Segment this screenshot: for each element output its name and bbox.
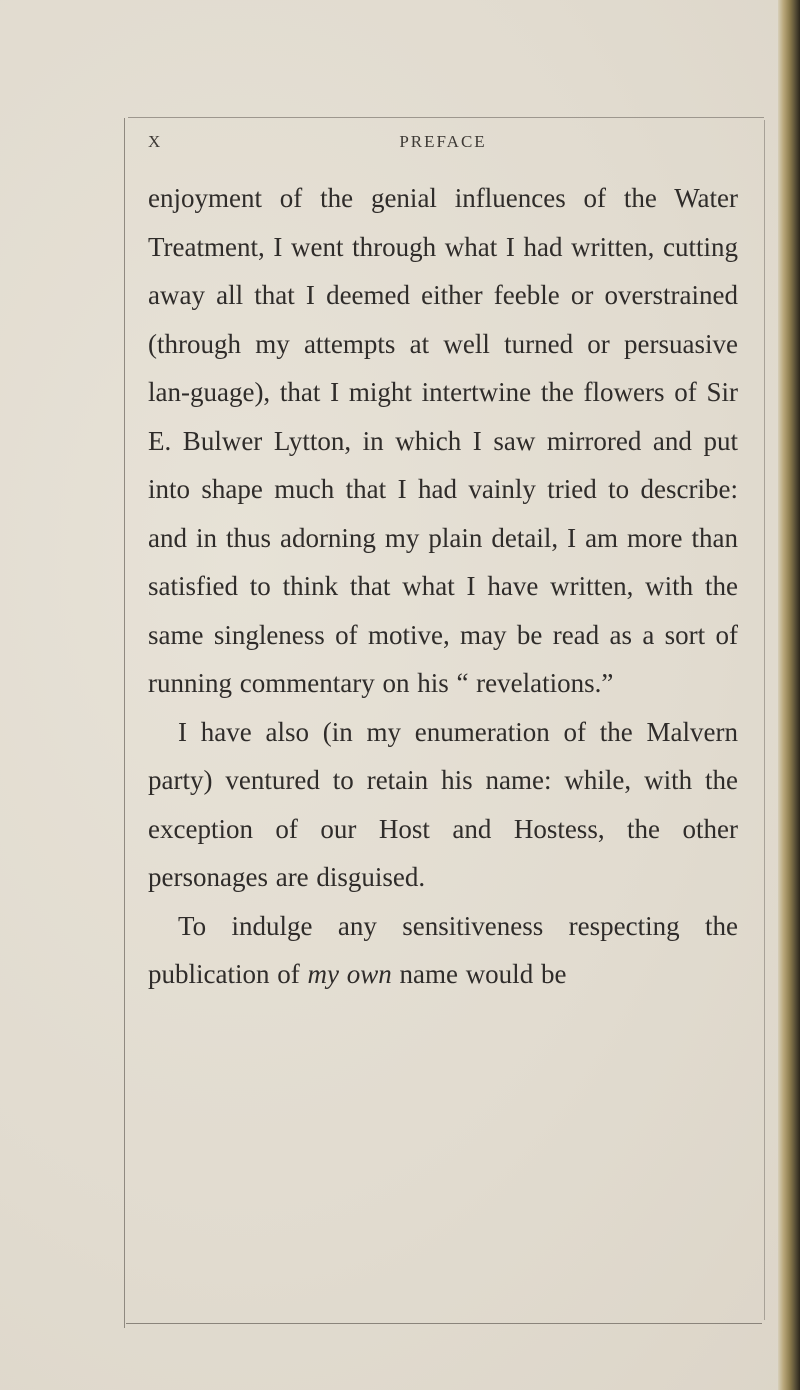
running-head-title: PREFACE	[399, 132, 487, 151]
frame-top-rule	[128, 117, 764, 118]
paragraph-3-emphasis: my own	[307, 959, 392, 989]
paragraph-3-start: To indulge any sensitiveness respecting the publication of	[148, 910, 738, 989]
book-binding-edge	[778, 0, 800, 1390]
book-page	[148, 132, 738, 999]
frame-left-rule	[124, 118, 125, 1328]
paragraph-3	[148, 902, 738, 999]
running-head	[148, 132, 738, 164]
frame-right-rule	[764, 120, 765, 1320]
paragraph-3-end: name would be	[391, 959, 567, 989]
body-text	[148, 174, 738, 999]
frame-bottom-rule	[126, 1323, 762, 1324]
paragraph-2: I have also (in my enumeration of the Malvern party) ventured to retain his name: while, with the exception of our Host and Hostess, the other personages are disguised.	[148, 716, 738, 892]
page-number: X	[148, 132, 163, 151]
paragraph-1: enjoyment of the genial influences of the Water Treatment, I went through what I had written, cutting away all that I deemed either feeble or overstrained (through my attempts at well turned or persuasive lan-guage), that I might intertwine the flowers of Sir E. Bulwer Lytton, in which I saw mirrored and put into shape much that I had vainly tried to describe: and in thus adorning my plain detail, I am more than satisfied to think that what I have written, with the same singleness of motive, may be read as a sort of running commentary on his “ revelations.”	[148, 183, 738, 698]
